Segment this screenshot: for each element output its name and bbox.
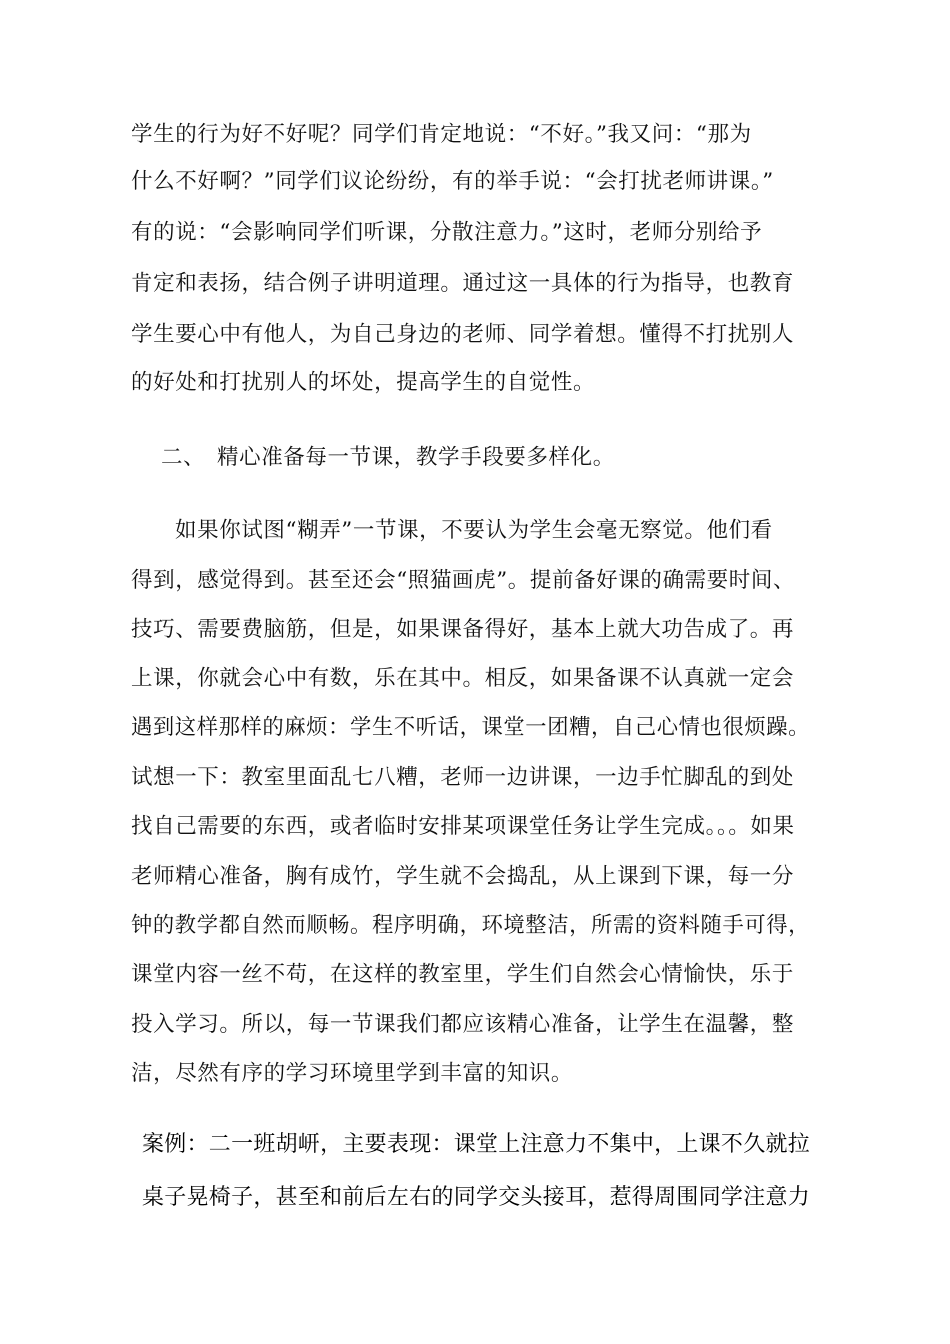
case-line-1: 案例：二一班胡岍，主要表现：课堂上注意力不集中，上课不久就拉 [142, 1132, 811, 1157]
paragraph2-line-4: 上课，你就会心中有数，乐在其中。相反，如果备课不认真就一定会 [131, 666, 795, 691]
paragraph2-line-2: 得到，感觉得到。甚至还会“照猫画虎”。提前备好课的确需要时间、 [131, 568, 796, 593]
paragraph1-line-4: 肯定和表扬，结合例子讲明道理。通过这一具体的行为指导，也教育 [131, 271, 795, 296]
section-number: 二、 [161, 445, 206, 470]
section-title: 精心准备每一节课，教学手段要多样化。 [217, 445, 615, 470]
paragraph2-line-10: 课堂内容一丝不苟，在这样的教室里，学生们自然会心情愉快，乐于 [131, 962, 795, 987]
paragraph2-line-5: 遇到这样那样的麻烦：学生不听话，课堂一团糟，自己心情也很烦躁。 [131, 715, 811, 740]
case-line-2: 桌子晃椅子，甚至和前后左右的同学交头接耳，惹得周围同学注意力 [142, 1185, 811, 1210]
paragraph1-line-1: 学生的行为好不好呢？同学们肯定地说：“不好。”我又问：“那为 [131, 122, 752, 147]
paragraph1-line-6: 的好处和打扰别人的坏处，提高学生的自觉性。 [131, 370, 596, 395]
paragraph1-line-3: 有的说：“会影响同学们听课，分散注意力。”这时，老师分别给予 [131, 220, 763, 245]
paragraph2-line-1: 如果你试图“糊弄”一节课，不要认为学生会毫无察觉。他们看 [175, 518, 773, 543]
paragraph2-line-6: 试想一下：教室里面乱七八糟，老师一边讲课，一边手忙脚乱的到处 [131, 765, 795, 790]
paragraph2-line-12: 洁，尽然有序的学习环境里学到丰富的知识。 [131, 1061, 574, 1086]
paragraph1-line-2: 什么不好啊？”同学们议论纷纷，有的举手说：“会打扰老师讲课。” [131, 169, 774, 194]
paragraph2-line-7: 找自己需要的东西，或者临时安排某项课堂任务让学生完成。。。如果 [131, 814, 795, 839]
paragraph2-line-8: 老师精心准备，胸有成竹，学生就不会捣乱，从上课到下课，每一分 [131, 864, 795, 889]
paragraph2-line-3: 技巧、需要费脑筋，但是，如果课备得好，基本上就大功告成了。再 [131, 617, 795, 642]
paragraph1-line-5: 学生要心中有他人，为自己身边的老师、同学着想。懂得不打扰别人 [131, 322, 795, 347]
section-heading [131, 444, 615, 472]
paragraph2-line-11: 投入学习。所以，每一节课我们都应该精心准备，让学生在温馨，整 [131, 1012, 795, 1037]
paragraph2-line-9: 钟的教学都自然而顺畅。程序明确，环境整洁，所需的资料随手可得， [131, 913, 811, 938]
